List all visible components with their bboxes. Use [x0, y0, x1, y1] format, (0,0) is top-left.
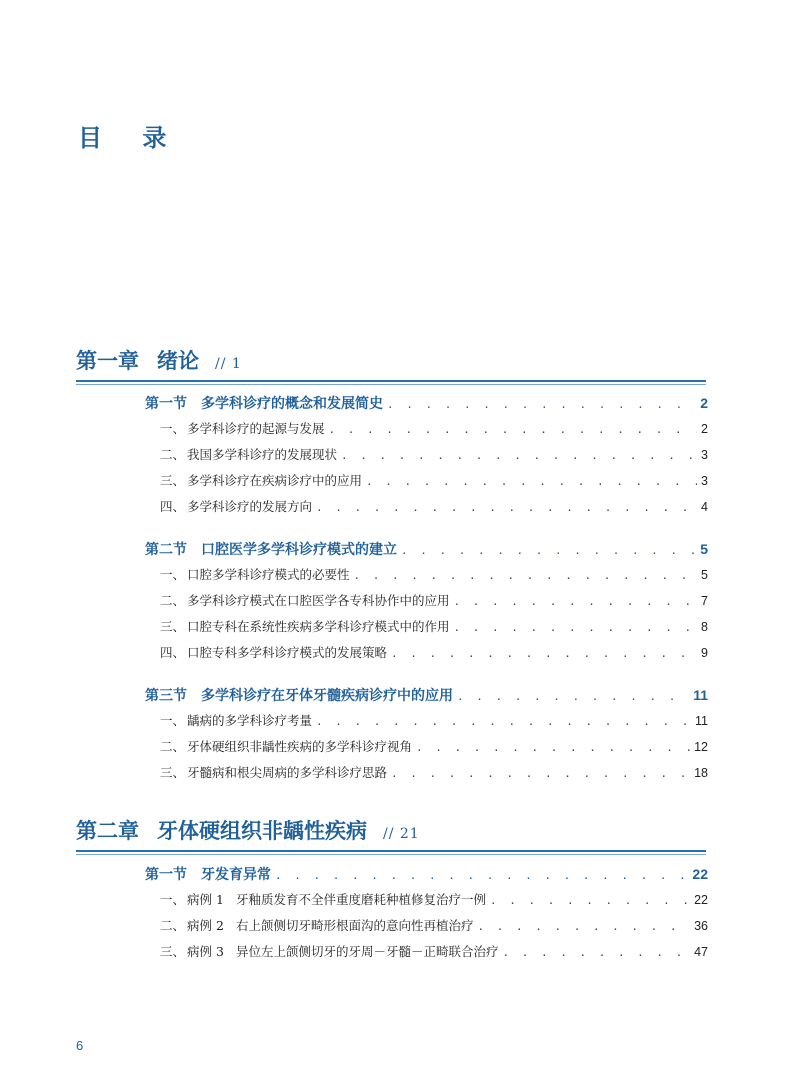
chapter-rule-thin — [76, 384, 706, 385]
toc-item[interactable] — [160, 737, 708, 757]
item-title: 我国多学科诊疗的发展现状 — [187, 447, 338, 462]
section-page: 5 — [700, 541, 708, 557]
item-page: 47 — [694, 945, 708, 959]
toc-item[interactable] — [160, 591, 708, 611]
page-title: 目 录 — [78, 123, 183, 152]
item-title: 口腔专科在系统性疾病多学科诊疗模式中的作用 — [187, 619, 450, 634]
toc-item[interactable] — [160, 445, 708, 465]
item-number: 二、 — [160, 739, 186, 754]
item-number: 三、 — [160, 765, 186, 780]
item-page: 36 — [694, 919, 708, 933]
chapter-number: 第二章 — [76, 818, 139, 843]
item-number: 一、 — [160, 421, 186, 436]
item-number: 四、 — [160, 499, 186, 514]
chapter-title: 牙体硬组织非龋性疾病 — [157, 818, 367, 843]
item-page: 5 — [701, 568, 708, 582]
toc-section[interactable] — [145, 685, 708, 705]
item-number: 三、 — [160, 944, 186, 959]
item-title: 右上颌侧切牙畸形根面沟的意向性再植治疗 — [235, 918, 474, 933]
chapter-page: // 1 — [215, 356, 242, 372]
item-number: 三、 — [160, 473, 186, 488]
toc-item[interactable] — [160, 763, 708, 783]
section-page: 11 — [693, 687, 708, 703]
case-label: 病例 2 — [187, 918, 224, 933]
chapter-heading — [76, 346, 706, 385]
dot-leader — [454, 595, 698, 608]
section-title: 多学科诊疗在牙体牙髓疾病诊疗中的应用 — [201, 688, 453, 704]
section-number: 第二节 — [145, 542, 187, 558]
toc-item[interactable] — [160, 890, 708, 910]
item-title: 口腔多学科诊疗模式的必要性 — [187, 567, 350, 582]
dot-leader — [391, 767, 690, 780]
item-number: 二、 — [160, 918, 186, 933]
item-title: 牙髓病和根尖周病的多学科诊疗思路 — [187, 765, 388, 780]
toc-item[interactable] — [160, 419, 708, 439]
case-label: 病例 1 — [187, 892, 224, 907]
section-title: 多学科诊疗的概念和发展简史 — [201, 396, 383, 412]
dot-leader — [341, 449, 697, 462]
item-title: 口腔专科多学科诊疗模式的发展策略 — [187, 645, 388, 660]
toc-item[interactable] — [160, 711, 708, 731]
item-title: 多学科诊疗的发展方向 — [187, 499, 313, 514]
case-label: 病例 3 — [187, 944, 224, 959]
item-number: 二、 — [160, 447, 186, 462]
dot-leader — [477, 920, 690, 933]
section-title: 牙发育异常 — [201, 867, 271, 883]
item-page: 3 — [701, 448, 708, 462]
chapter-title: 绪论 — [157, 348, 199, 373]
item-title: 龋病的多学科诊疗考量 — [187, 713, 313, 728]
item-page: 3 — [701, 474, 708, 488]
dot-leader — [387, 398, 696, 411]
chapter-page: // 21 — [383, 826, 420, 842]
item-number: 一、 — [160, 567, 186, 582]
item-page: 18 — [694, 766, 708, 780]
chapter-number: 第一章 — [76, 348, 139, 373]
chapter-rule-thin — [76, 854, 706, 855]
dot-leader — [329, 423, 698, 436]
item-page: 9 — [701, 646, 708, 660]
section-number: 第一节 — [145, 867, 187, 883]
item-number: 一、 — [160, 892, 186, 907]
toc-item[interactable] — [160, 497, 708, 517]
item-page: 11 — [695, 714, 708, 728]
dot-leader — [366, 475, 697, 488]
chapter-heading — [76, 816, 706, 855]
toc-item[interactable] — [160, 916, 708, 936]
toc-section[interactable] — [145, 864, 708, 884]
section-number: 第三节 — [145, 688, 187, 704]
item-number: 四、 — [160, 645, 186, 660]
item-title: 多学科诊疗在疾病诊疗中的应用 — [187, 473, 363, 488]
section-number: 第一节 — [145, 396, 187, 412]
item-page: 22 — [694, 893, 708, 907]
section-page: 2 — [700, 395, 708, 411]
section-page: 22 — [692, 866, 708, 882]
dot-leader — [316, 501, 697, 514]
item-page: 7 — [701, 594, 708, 608]
dot-leader — [316, 715, 691, 728]
dot-leader — [416, 741, 690, 754]
section-title: 口腔医学多学科诊疗模式的建立 — [201, 542, 397, 558]
dot-leader — [457, 690, 689, 703]
dot-leader — [490, 894, 690, 907]
toc-section[interactable] — [145, 393, 708, 413]
item-title: 多学科诊疗的起源与发展 — [187, 421, 325, 436]
chapter-rule — [76, 380, 706, 382]
item-title: 多学科诊疗模式在口腔医学各专科协作中的应用 — [187, 593, 450, 608]
dot-leader — [354, 569, 698, 582]
item-number: 三、 — [160, 619, 186, 634]
item-number: 二、 — [160, 593, 186, 608]
item-page: 8 — [701, 620, 708, 634]
toc-section[interactable] — [145, 539, 708, 559]
toc-item[interactable] — [160, 643, 708, 663]
item-title: 牙釉质发育不全伴重度磨耗种植修复治疗一例 — [235, 892, 486, 907]
dot-leader — [275, 869, 688, 882]
dot-leader — [401, 544, 696, 557]
toc-item[interactable] — [160, 617, 708, 637]
dot-leader — [391, 647, 697, 660]
dot-leader — [502, 946, 690, 959]
item-page: 4 — [701, 500, 708, 514]
dot-leader — [454, 621, 698, 634]
item-page: 2 — [701, 422, 708, 436]
page-number: 6 — [76, 1038, 84, 1053]
toc-item[interactable] — [160, 471, 708, 491]
chapter-rule — [76, 850, 706, 852]
item-page: 12 — [694, 740, 708, 754]
item-number: 一、 — [160, 713, 186, 728]
item-title: 牙体硬组织非龋性疾病的多学科诊疗视角 — [187, 739, 413, 754]
toc-item[interactable] — [160, 942, 708, 962]
toc-item[interactable] — [160, 565, 708, 585]
item-title: 异位左上颌侧切牙的牙周－牙髓－正畸联合治疗 — [235, 944, 499, 959]
